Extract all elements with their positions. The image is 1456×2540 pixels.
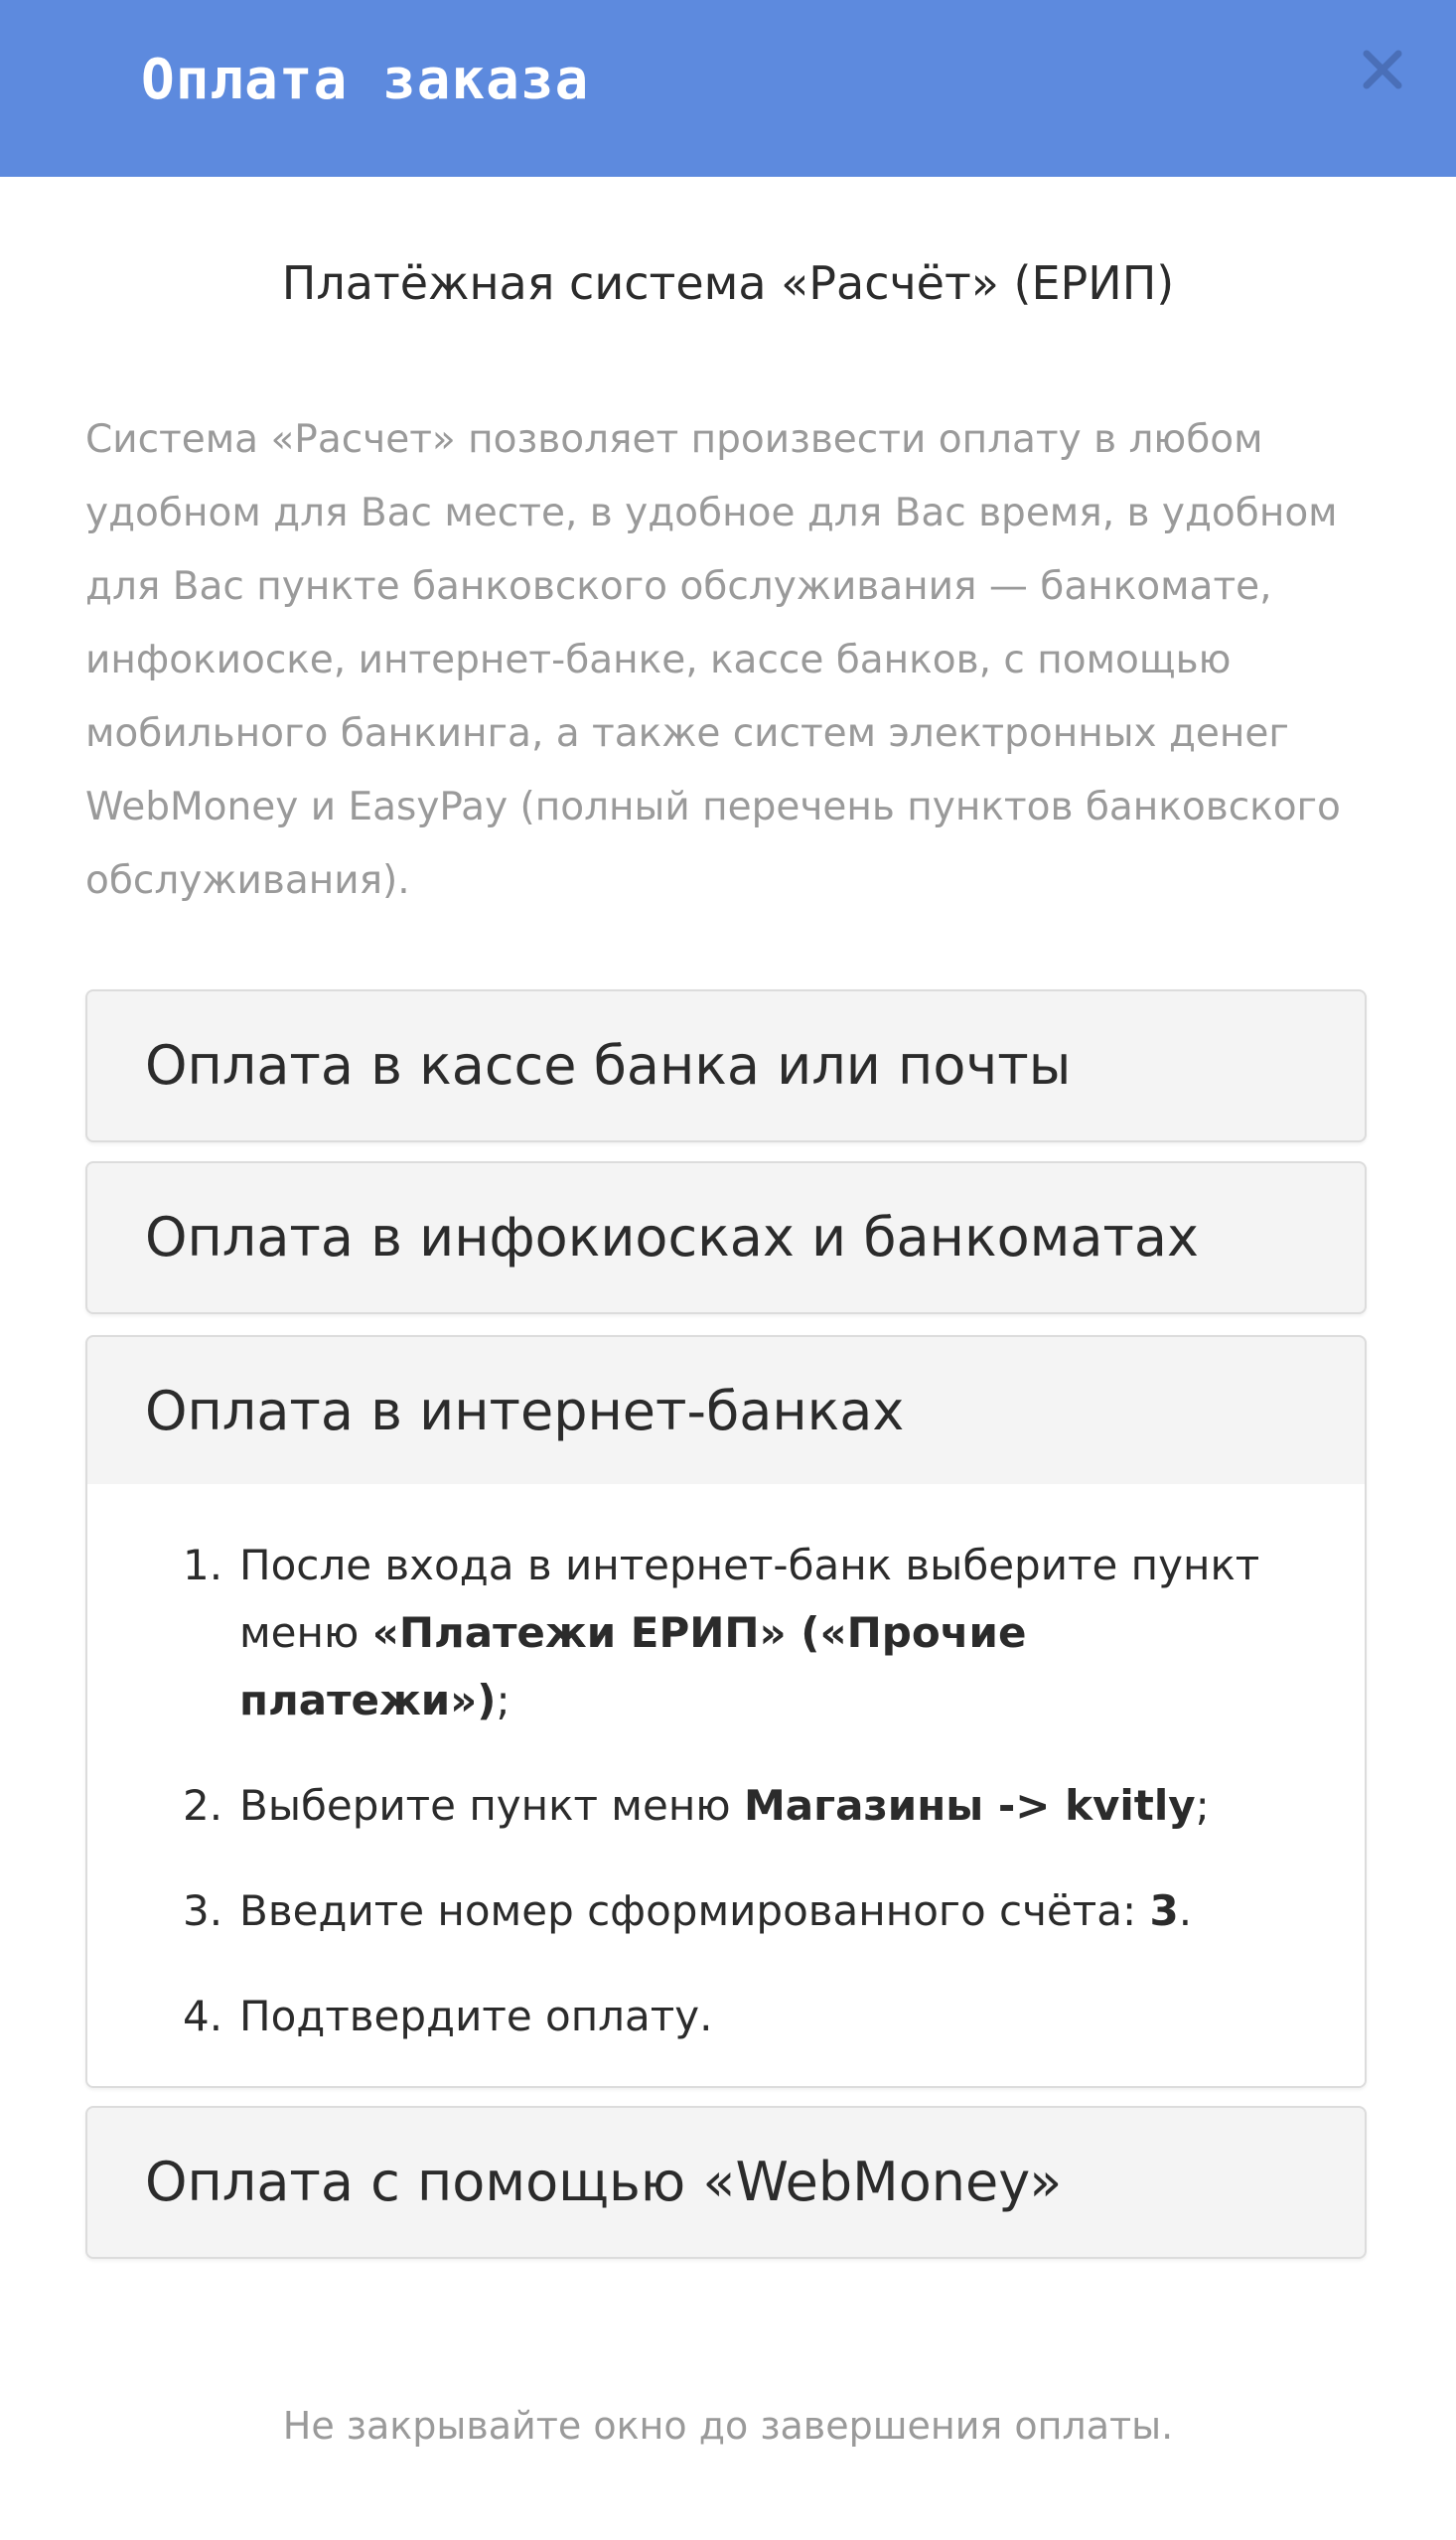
accordion-header[interactable]: Оплата с помощью «WebMoney» [145, 2150, 1063, 2213]
step-emphasis: «Платежи ЕРИП» («Прочие платежи») [239, 1608, 1027, 1724]
instruction-step [87, 1877, 1365, 1945]
payment-system-title: Платёжная система «Расчёт» (ЕРИП) [281, 256, 1175, 310]
modal-header [0, 0, 1456, 177]
instruction-step [87, 1532, 1365, 1734]
accordion-body [87, 1484, 1365, 2088]
step-number: 1. [183, 1541, 223, 1589]
accordion-header[interactable]: Оплата в кассе банка или почты [145, 1033, 1072, 1097]
step-suffix: . [1178, 1886, 1193, 1935]
accordion-panel-internet-banking[interactable] [85, 1335, 1367, 2088]
step-text: Подтвердите оплату. [239, 1992, 713, 2040]
payment-description: Система «Расчет» позволяет произвести оплату в любом удобном для Вас месте, в удобное для Вас время, в удобном для Вас пункте банковского обслуживания — банкомате, инфокиоске, интернет-банке, кассе банков, с помощью мобильного банкинга, а также систем электронных денег WebMoney и EasyPay (полный перечень пунктов банковского обслуживания). [85, 417, 1341, 903]
step-number: 2. [183, 1781, 223, 1830]
step-suffix: ; [1195, 1781, 1210, 1830]
modal-title: Оплата заказа [141, 48, 590, 112]
step-text: После входа в интернет-банк выберите пункт меню [239, 1541, 1260, 1657]
instruction-step [87, 1983, 1365, 2050]
footer-warning: Не закрывайте окно до завершения оплаты. [282, 2404, 1174, 2448]
accordion-panel-bank-cashier[interactable] [85, 989, 1367, 1142]
step-text: Выберите пункт меню [239, 1781, 744, 1830]
accordion-panel-webmoney[interactable] [85, 2106, 1367, 2259]
accordion-panel-kiosks-atms[interactable] [85, 1161, 1367, 1314]
accordion-header[interactable]: Оплата в интернет-банках [145, 1379, 905, 1442]
step-number: 4. [183, 1992, 223, 2040]
step-suffix: ; [496, 1676, 510, 1724]
instruction-step [87, 1772, 1365, 1840]
close-button[interactable] [1353, 40, 1412, 99]
step-emphasis: Магазины -> kvitly [743, 1781, 1196, 1830]
step-emphasis: 3 [1149, 1886, 1179, 1935]
step-number: 3. [183, 1886, 223, 1935]
step-text: Введите номер сформированного счёта: [239, 1886, 1150, 1935]
accordion-header[interactable]: Оплата в инфокиосках и банкоматах [145, 1205, 1199, 1269]
close-icon[interactable] [1353, 40, 1412, 99]
